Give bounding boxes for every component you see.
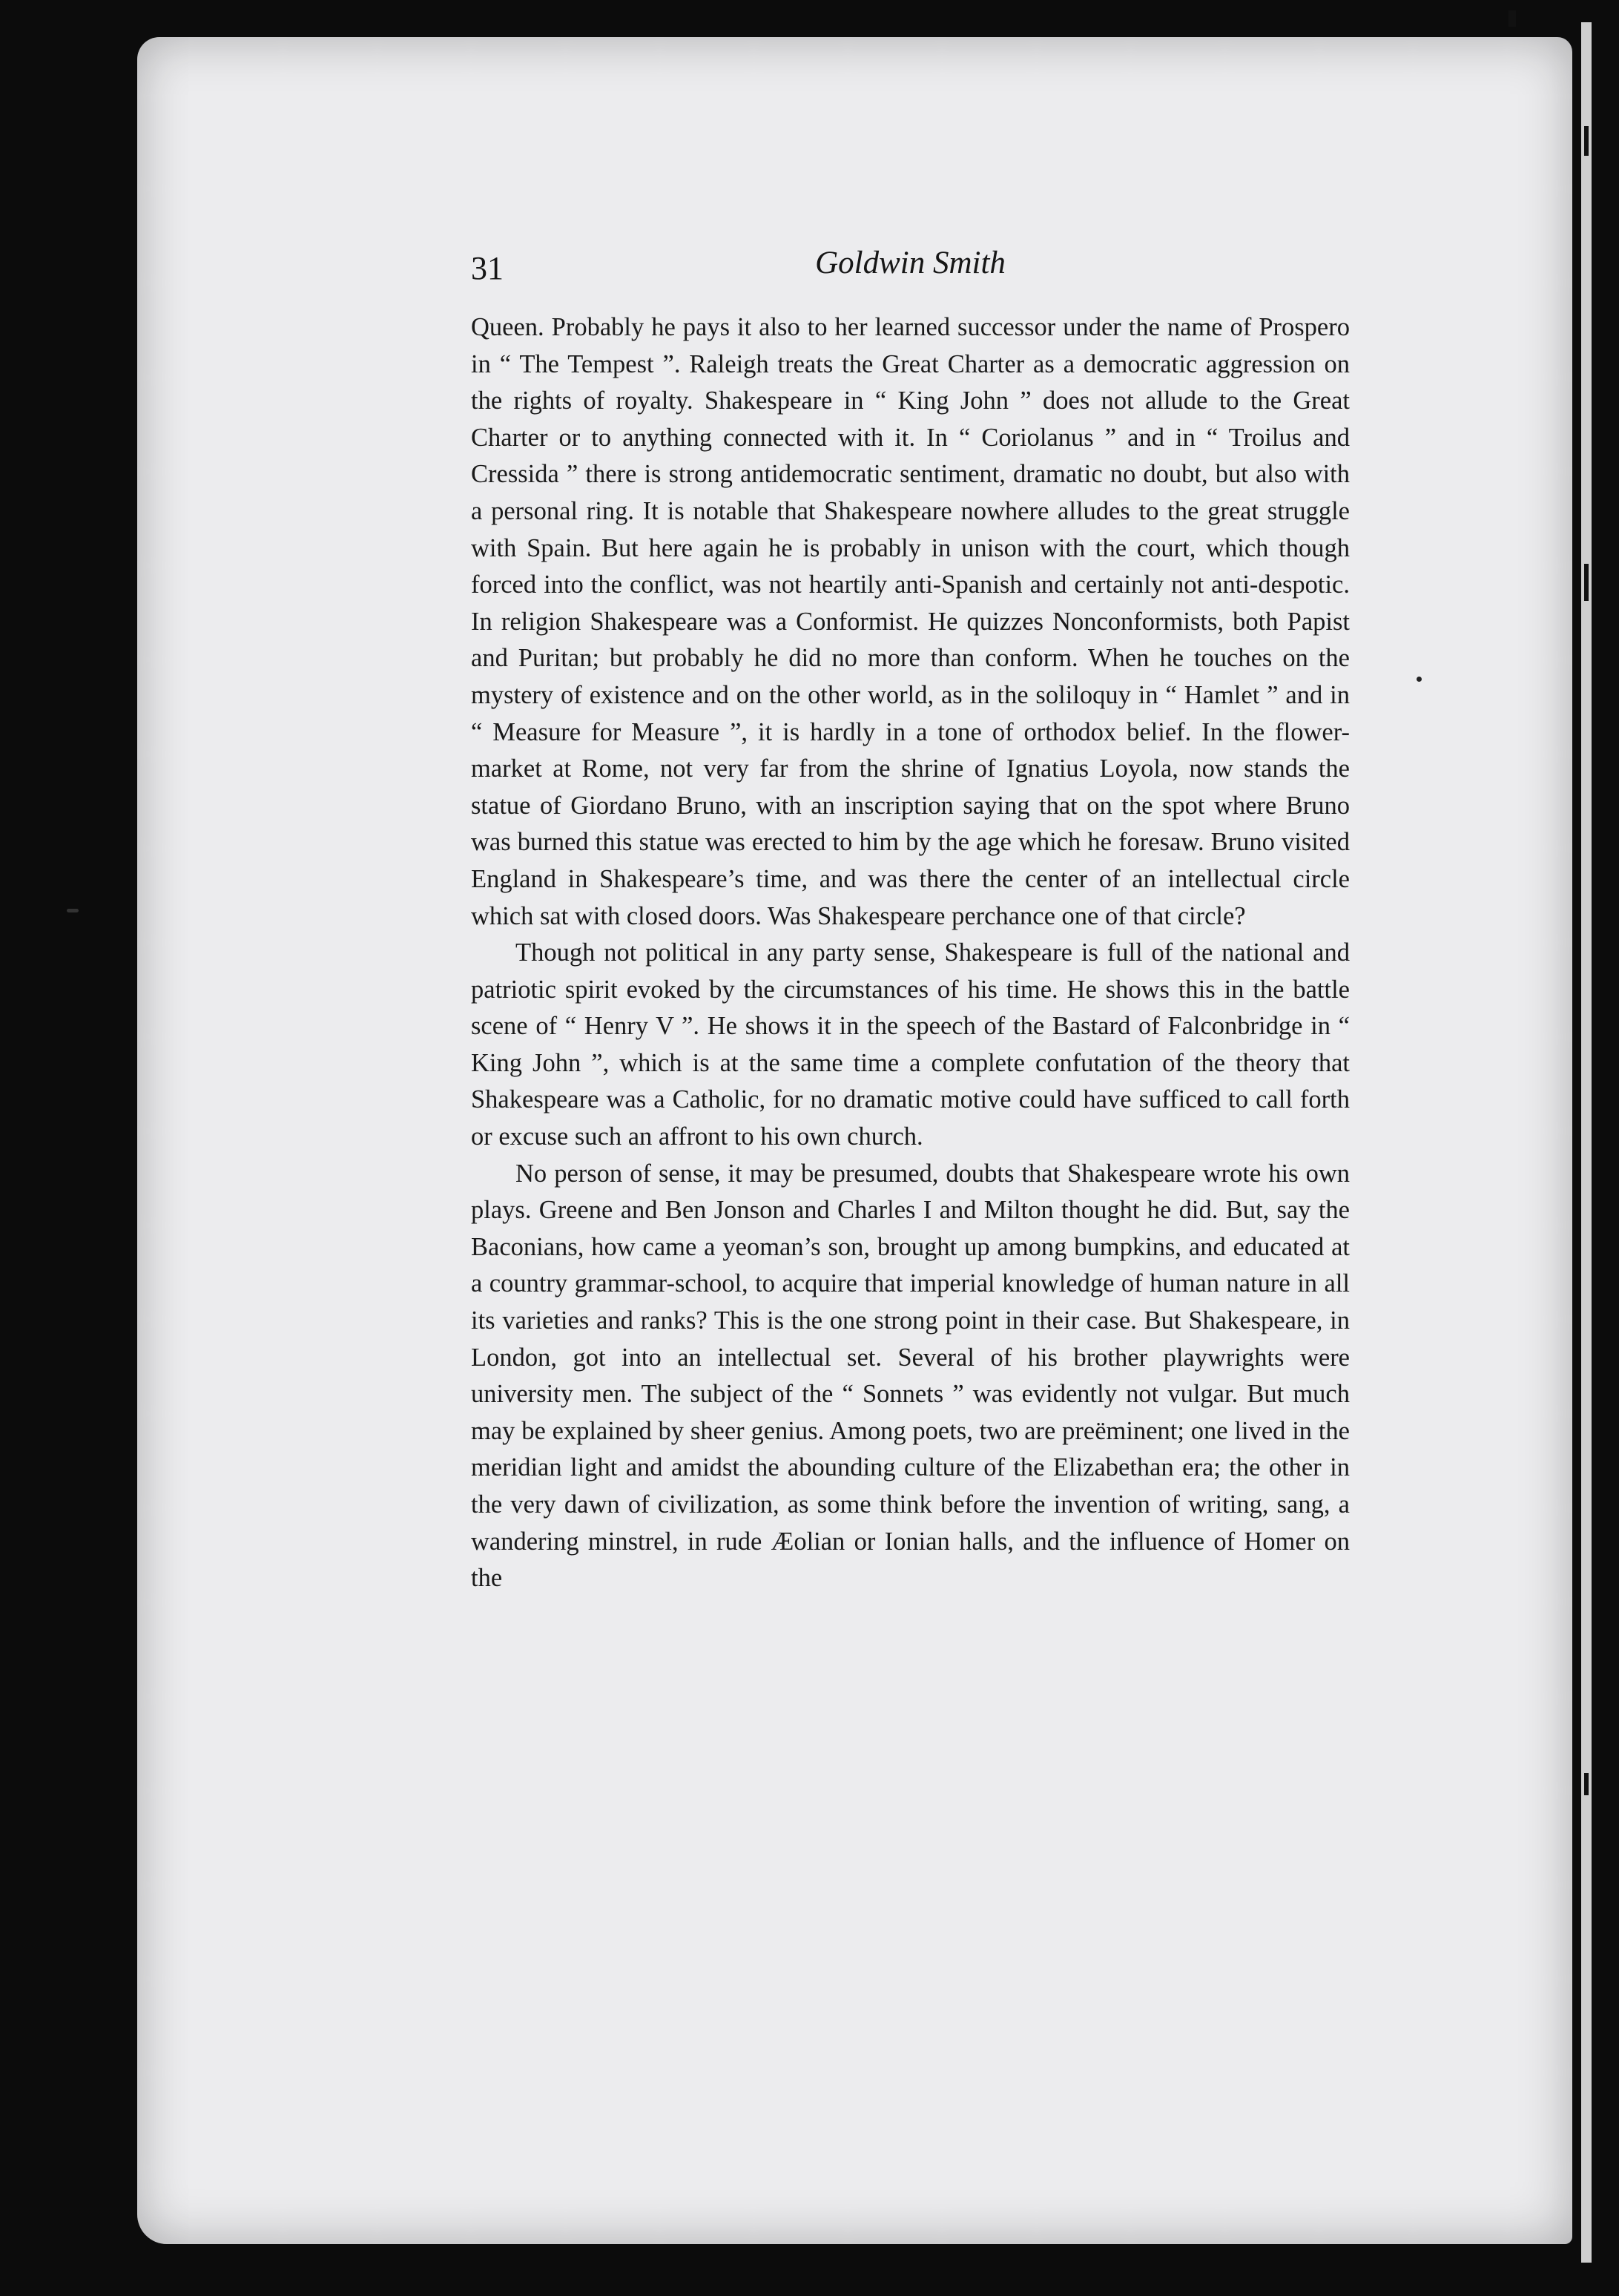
adjacent-page-edge [1581, 22, 1592, 2263]
running-title: Goldwin Smith [815, 246, 1006, 280]
film-edge-mark [1584, 564, 1589, 601]
page-body [471, 309, 1350, 1597]
dust-speck [1417, 677, 1422, 682]
paragraph-3: No person of sense, it may be presumed, doubts that Shakespeare wrote his own plays. Greene and Ben Jonson and Charles I and Milton thought he did. But, say the Baconians, how came a yeoman’s son, brought up among bumpkins, and educated at a country grammar-school, to acquire that imperial knowledge of human nature in all its varieties and ranks? This is the one strong point in their case. But Shakespeare, in London, got into an intellectual set. Several of his brother playwrights were university men. The subject of the “ Sonnets ” was evidently not vulgar. But much may be explained by sheer genius. Among poets, two are preëminent; one lived in the meridian light and amidst the abounding culture of the Elizabethan era; the other in the very dawn of civilization, as some think before the invention of writing, sang, a wandering minstrel, in rude Æolian or Ionian halls, and the influence of Homer on the [471, 1159, 1350, 1593]
paragraph-2: Though not political in any party sense, Shakespeare is full of the national and patriotic spirit evoked by the circumstances of his time. He shows this in the battle scene of “ Henry V ”. He shows it in the speech of the Bastard of Falconbridge in “ King John ”, which is at the same time a complete confutation of the theory that Shakespeare was a Catholic, for no dramatic motive could have sufficed to call forth or excuse such an affront to his own church. [471, 938, 1350, 1151]
film-edge-mark [1508, 10, 1516, 27]
paragraph-1: Queen. Probably he pays it also to her learned successor under the name of Prospero in “ The Tempest ”. Raleigh treats the Great Charter as a democratic aggression on the rights of royalty. Shakespeare in “ King John ” does not allude to the Great Charter or to anything connected with it. In “ Coriolanus ” and in “ Troilus and Cressida ” there is strong antidemocratic sentiment, dramatic no doubt, but also with a personal ring. It is notable that Shakespeare nowhere alludes to the great struggle with Spain. But here again he is probably in unison with the court, which though forced into the conflict, was not heartily anti-Spanish and certainly not anti-despotic. In religion Shakespeare was a Conformist. He quizzes Nonconformists, both Papist and Puritan; but probably he did no more than conform. When he touches on the mystery of existence and on the other world, as in the soliloquy in “ Hamlet ” and in “ Measure for Measure ”, it is hardly in a tone of orthodox belief. In the flower-market at Rome, not very far from the shrine of Ignatius Loyola, now stands the statue of Giordano Bruno, with an inscription saying that on the spot where Bruno was burned this statue was erected to him by the age which he foresaw. Bruno visited England in Shakespeare’s time, and was there the center of an intellectual circle which sat with closed doors. Was Shakespeare perchance one of that circle? [471, 313, 1350, 930]
film-edge-mark [1584, 1773, 1589, 1795]
film-edge-mark [1584, 126, 1589, 156]
page-header [471, 245, 1350, 289]
dust-speck [67, 909, 79, 912]
page-number: 31 [471, 250, 504, 286]
